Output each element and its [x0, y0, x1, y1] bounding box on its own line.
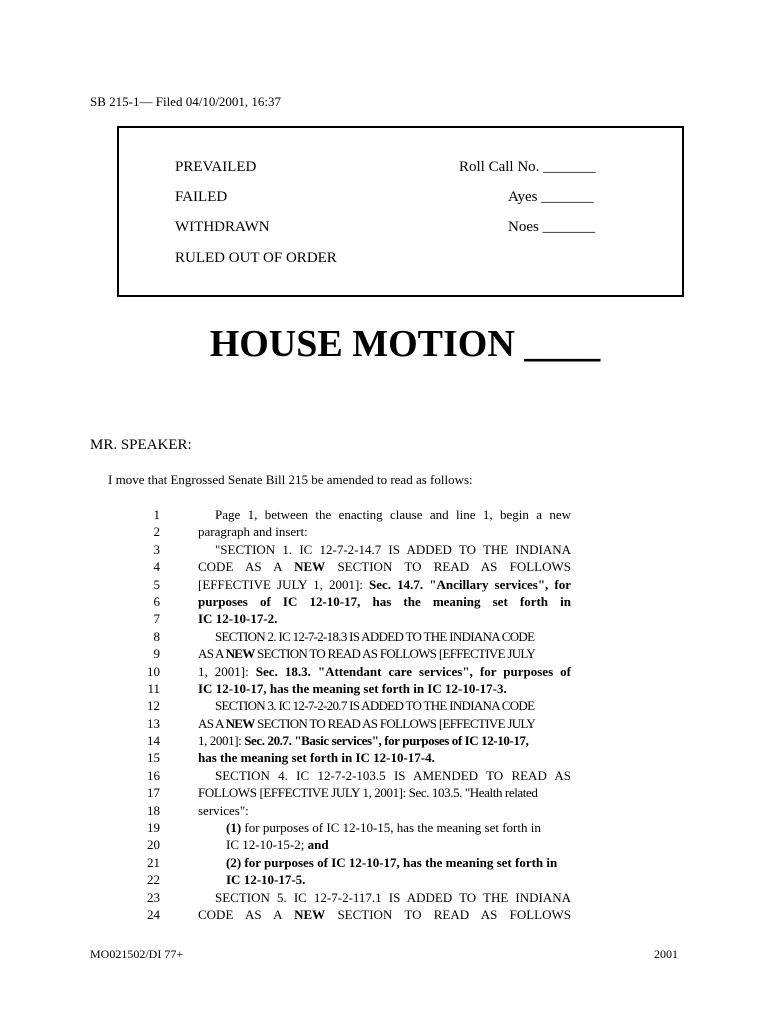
text-line: [198, 628, 571, 645]
text-run: SECTION 3. IC 12-7-2-20.7 IS ADDED TO THE INDIANA CODE: [215, 698, 535, 714]
new-marker: NEW: [294, 906, 326, 922]
text-run: AS A: [198, 646, 226, 662]
text-line: [198, 663, 571, 680]
inserted-text: IC 12-10-17-2.: [198, 611, 278, 627]
text-line: [198, 576, 571, 593]
text-run: [EFFECTIVE JULY 1, 2001]:: [198, 576, 370, 592]
inserted-text: Sec. 18.3. "Attendant care services", for purposes of: [255, 663, 571, 679]
page-title: [0, 322, 770, 366]
text-run: services":: [198, 802, 249, 818]
title-text: HOUSE MOTION: [209, 323, 515, 365]
text-run: 1, 2001]:: [198, 663, 256, 679]
line-number: 2: [153, 524, 160, 540]
line-number: 18: [147, 802, 160, 818]
line-number: 15: [147, 750, 160, 766]
ruled-out-label: RULED OUT OF ORDER: [175, 250, 337, 266]
text-run: AS A: [198, 715, 226, 731]
text-line: [198, 767, 571, 784]
line-number: 7: [153, 611, 160, 627]
line-number: 20: [147, 837, 160, 853]
text-run: FOLLOWS [EFFECTIVE JULY 1, 2001]: Sec. 103.5. "Health related: [198, 785, 538, 801]
line-number: 1: [153, 507, 160, 522]
amendment-text: [198, 506, 571, 923]
text-line: [198, 802, 571, 819]
title-blank: ____: [524, 323, 601, 365]
text-run: "SECTION 1. IC 12-7-2-14.7 IS ADDED TO THE INDIANA: [215, 541, 571, 557]
document-year: 2001: [654, 947, 678, 961]
withdrawn-label: WITHDRAWN: [175, 219, 270, 235]
text-line: [198, 784, 571, 801]
line-number: 22: [147, 872, 160, 888]
inserted-text: (1): [226, 820, 242, 836]
text-run: SECTION 5. IC 12-7-2-117.1 IS ADDED TO THE INDIANA: [215, 889, 571, 905]
line-number: 23: [147, 889, 160, 905]
failed-label: FAILED: [175, 189, 228, 205]
line-number: 8: [153, 628, 160, 644]
ayes-field: Ayes _______: [508, 189, 594, 205]
text-line: [198, 523, 571, 540]
line-number: 13: [147, 715, 160, 731]
text-line: [198, 871, 571, 888]
inserted-text: IC 12-10-17-5.: [226, 872, 306, 888]
text-line: [198, 889, 571, 906]
line-number: 14: [147, 733, 160, 749]
line-number: 19: [147, 820, 160, 836]
line-number: 16: [147, 767, 160, 783]
text-line: [198, 732, 571, 749]
prevailed-label: PREVAILED: [175, 159, 257, 175]
inserted-text: and: [307, 837, 329, 853]
text-run: IC 12-10-15-2;: [226, 837, 308, 853]
text-run: CODE AS A: [198, 559, 295, 575]
inserted-text: purposes of IC 12-10-17, has the meaning set forth in: [198, 593, 571, 609]
line-number: 4: [153, 559, 160, 575]
line-number: 12: [147, 698, 160, 714]
line-number: 11: [147, 680, 160, 696]
text-run: SECTION TO READ AS FOLLOWS: [325, 559, 571, 575]
line-number: 21: [147, 854, 160, 870]
text-line: [198, 715, 571, 732]
text-line: [198, 836, 571, 853]
filing-header: SB 215-1— Filed 04/10/2001, 16:37: [90, 94, 282, 109]
noes-field: Noes _______: [508, 219, 596, 235]
motion-status-box: [117, 126, 684, 297]
inserted-text: (2) for purposes of IC 12-10-17, has the meaning set forth in: [226, 854, 558, 870]
text-run: SECTION 2. IC 12-7-2-18.3 IS ADDED TO THE INDIANA CODE: [215, 628, 535, 644]
inserted-text: Sec. 20.7. "Basic services", for purposes of IC 12-10-17,: [244, 733, 529, 749]
line-number: 10: [147, 663, 160, 679]
inserted-text: has the meaning set forth in IC 12-10-17-4.: [198, 750, 435, 766]
text-line: [198, 610, 571, 627]
text-line: [198, 680, 571, 697]
new-marker: NEW: [294, 559, 326, 575]
text-line: [198, 819, 571, 836]
motion-intro: I move that Engrossed Senate Bill 215 be amended to read as follows:: [108, 472, 473, 487]
new-marker: NEW: [225, 715, 255, 731]
text-run: paragraph and insert:: [198, 524, 308, 540]
text-run: SECTION TO READ AS FOLLOWS [EFFECTIVE JULY: [254, 715, 536, 731]
line-number: 9: [153, 646, 160, 662]
inserted-text: Sec. 14.7. "Ancillary services", for: [369, 576, 572, 592]
text-run: CODE AS A: [198, 906, 295, 922]
text-line: [198, 506, 571, 523]
line-number: 5: [153, 576, 160, 592]
text-line: [198, 541, 571, 558]
text-run: for purposes of IC 12-10-15, has the meaning set forth in: [241, 820, 541, 836]
line-number-column: [130, 506, 160, 923]
text-line: [198, 558, 571, 575]
text-line: [198, 749, 571, 766]
speaker-address: MR. SPEAKER:: [90, 437, 192, 453]
roll-call-field: Roll Call No. _______: [459, 159, 596, 175]
new-marker: NEW: [225, 646, 255, 662]
inserted-text: IC 12-10-17, has the meaning set forth in IC 12-10-17-3.: [198, 680, 507, 696]
line-number: 3: [153, 541, 160, 557]
text-line: [198, 645, 571, 662]
text-line: [198, 697, 571, 714]
text-line: [198, 854, 571, 871]
text-run: 1, 2001]:: [198, 733, 245, 749]
document-id: MO021502/DI 77+: [90, 947, 184, 961]
text-line: [198, 593, 571, 610]
line-number: 17: [147, 785, 160, 801]
text-run: SECTION TO READ AS FOLLOWS: [325, 906, 571, 922]
text-line: [198, 906, 571, 923]
text-run: SECTION 4. IC 12-7-2-103.5 IS AMENDED TO READ AS: [215, 767, 571, 783]
line-number: 24: [147, 906, 160, 922]
text-run: Page 1, between the enacting clause and line 1, begin a new: [215, 507, 571, 522]
line-number: 6: [153, 593, 160, 609]
text-run: SECTION TO READ AS FOLLOWS [EFFECTIVE JULY: [254, 646, 536, 662]
